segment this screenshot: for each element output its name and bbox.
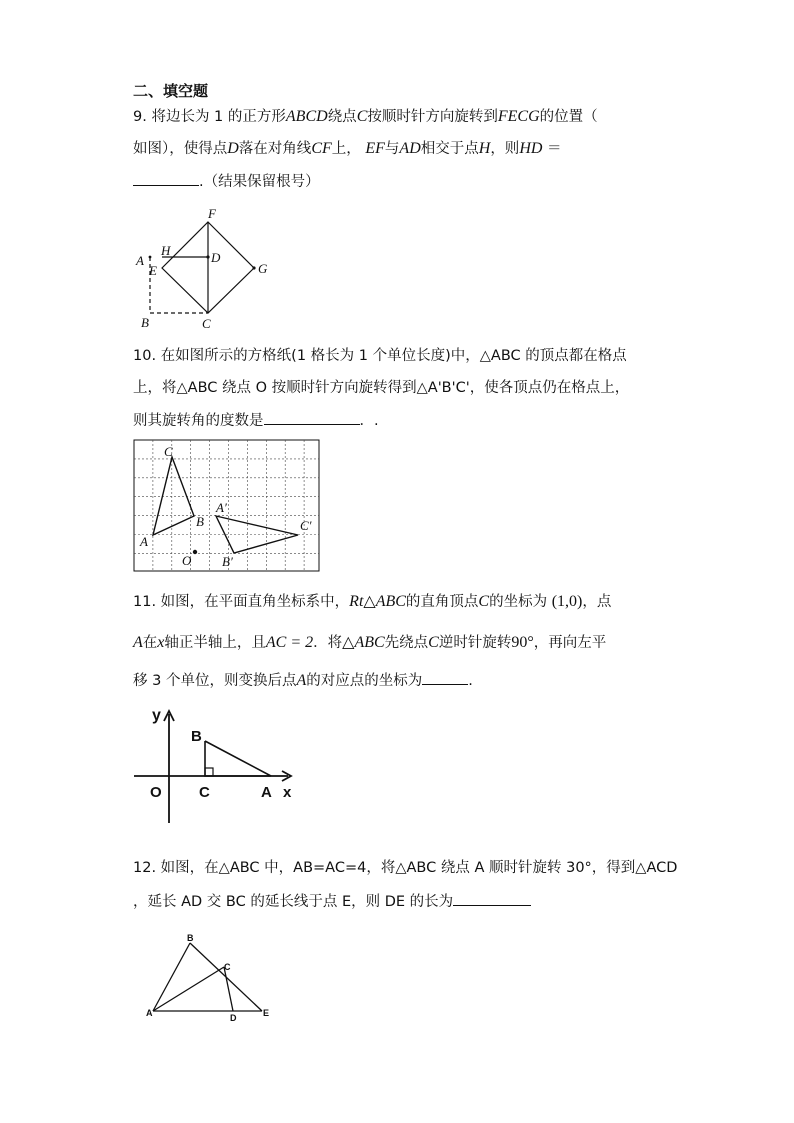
q10-line-1: 10. 在如图所示的方格纸(1 格长为 1 个单位长度)中，△ABC 的顶点都在格点 — [133, 348, 627, 364]
q12-label-b: B — [187, 933, 194, 943]
q10-line-3: 则其旋转角的度数是 ．. — [133, 410, 379, 431]
q9-number: 9. — [133, 109, 147, 125]
q9-label-d: D — [211, 250, 221, 265]
q12-line-2: ，延长 AD 交 BC 的延长线于点 E，则 DE 的长为 — [133, 891, 531, 912]
q9-label-f: F — [208, 206, 216, 221]
section-title: 二、填空题 — [133, 82, 209, 100]
q12-label-e: E — [263, 1008, 270, 1018]
q10-line-2: 上，将△ABC 绕点 O 按顺时针方向旋转得到△A'B'C'，使各顶点仍在格点上， — [133, 380, 630, 396]
q9-label-h: H — [161, 243, 171, 258]
q10-label-o: O — [182, 553, 192, 568]
q12-line-1: 12. 如图，在△ABC 中，AB=AC=4，将△ABC 绕点 A 顺时针旋转 30°，得到△ACD — [133, 860, 678, 876]
q12-label-d: D — [230, 1013, 237, 1023]
q11-label-c: C — [199, 784, 210, 801]
q11-line-3: 移 3 个单位，则变换后点A的对应点的坐标为 . — [133, 672, 473, 689]
q11-line-2: A在x轴正半轴上，且AC = 2．将△ABC先绕点C逆时针旋转90°，再向左平 — [133, 634, 607, 651]
q9-label-a: A — [136, 253, 144, 268]
q11-label-a: A — [261, 784, 272, 801]
q10-label-b-prime: B′ — [222, 554, 233, 569]
q11-label-b: B — [191, 728, 202, 745]
q12-label-a: A — [146, 1008, 153, 1018]
q11-label-o: O — [150, 784, 162, 801]
q9-label-b: B — [141, 315, 149, 330]
q12-label-c: C — [224, 962, 231, 972]
q12-segment-ac — [153, 967, 224, 1011]
q11-line-1: 11. 如图，在平面直角坐标系中，Rt△ABC的直角顶点C的坐标为 (1,0)，点 — [133, 593, 612, 610]
q10-number: 10. — [133, 348, 157, 364]
q12-segment-ab — [153, 943, 190, 1011]
q9-line-3: .（结果保留根号） — [133, 171, 320, 192]
q11-number: 11. — [133, 594, 157, 610]
q11-label-y: y — [152, 707, 161, 724]
q9-label-e: E — [149, 263, 157, 278]
q10-label-c: C — [164, 444, 173, 459]
q11-label-x: x — [283, 784, 292, 801]
q9-line-1: 9. 将边长为 1 的正方形ABCD绕点C按顺时针方向旋转到FECG的位置（ — [133, 108, 598, 125]
q10-label-a: A — [140, 534, 148, 549]
q12-segment-cd — [224, 967, 233, 1011]
q12-number: 12. — [133, 860, 157, 876]
q10-label-b: B — [196, 514, 204, 529]
q9-label-c: C — [202, 316, 211, 331]
q9-label-g: G — [258, 261, 268, 276]
q9-line-2: 如图），使得点D落在对角线CF上， EF与AD相交于点H，则HD ＝ — [133, 140, 562, 157]
q10-label-a-prime: A′ — [216, 500, 227, 515]
q10-label-c-prime: C′ — [300, 518, 312, 533]
